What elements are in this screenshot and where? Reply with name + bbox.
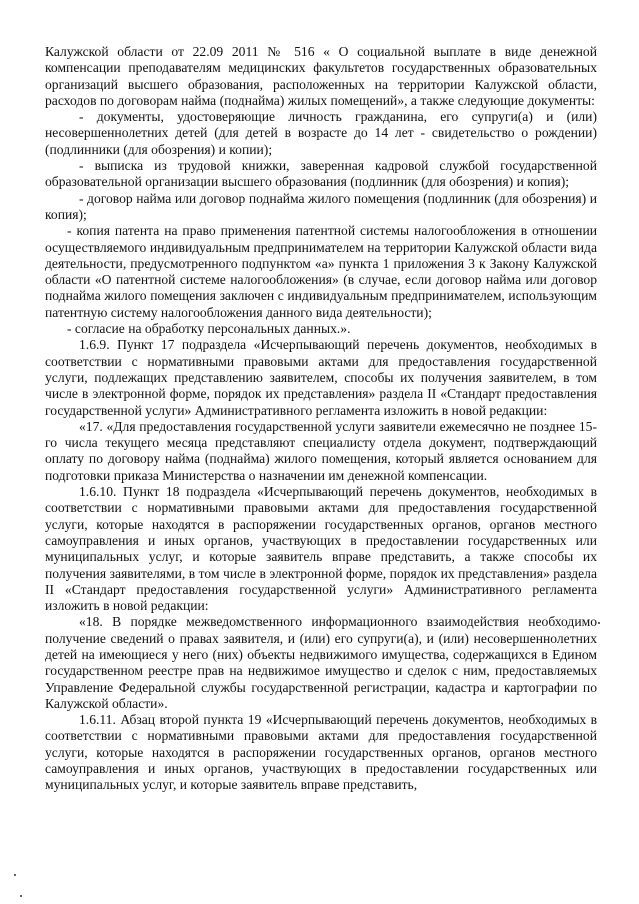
list-item-employment-record: - выписка из трудовой книжки, заверенная кадровой службой государственной образовательной организации высшего образования (подлинник (для обозрения) и копия); bbox=[45, 158, 597, 190]
list-item-patent-copy: - копия патента на право применения патентной системы налогообложения в отношении осуществляемого индивидуальным предпринимателем на территории Калужской области вида деятельности, предусмотренного подпунктом «а» пункта 1 приложения 3 к Закону Калужской области «О патентной системе налогообложения» (в случае, если договор найма или договор поднайма жилого помещения заключен с индивидуальным предпринимателем, использующим патентную систему налогообложения данного вида деятельности); bbox=[45, 223, 597, 320]
document-body bbox=[45, 44, 597, 794]
paragraph-item-17: «17. «Для предоставления государственной услуги заявители ежемесячно не позднее 15-го числа текущего месяца представляют специалисту отдела документ, подтверждающий оплату по договору найма (поднайма) жилого помещения, который является основанием для подготовки приказа Министерства о назначении им денежной компенсации. bbox=[45, 418, 597, 483]
paragraph-1-6-11: 1.6.11. Абзац второй пункта 19 «Исчерпывающий перечень документов, необходимых в соответствии с нормативными правовыми актами для предоставления государственной услуги, которые находятся в распоряжении государственных органов, органов местного самоуправления и иных органов, участвующих в предоставлении государственных или муниципальных услуг, и которые заявитель вправе представить, bbox=[45, 712, 597, 793]
scan-speck bbox=[20, 895, 22, 897]
list-item-rental-agreement: - договор найма или договор поднайма жилого помещения (подлинник (для обозрения) и копия); bbox=[45, 190, 597, 222]
paragraph-item-18: «18. В порядке межведомственного информационного взаимодействия необходимо получение сведений о правах заявителя, и (или) его супруги(а), и (или) несовершеннолетних детей на имеющиеся у него (них) объекты недвижимого имущества, содержащихся в Едином государственном реестре прав на недвижимое имущество и сделок с ним, предоставляемых Управление Федеральной службы государственной регистрации, кадастра и картографии по Калужской области». bbox=[45, 614, 597, 711]
paragraph-1-6-10: 1.6.10. Пункт 18 подраздела «Исчерпывающий перечень документов, необходимых в соответствии с нормативными правовыми актами для предоставления государственной услуги, которые находятся в распоряжении государственных органов, органов местного самоуправления и иных органов, участвующих в предоставлении государственных или муниципальных услуг, и которые заявитель вправе представить, а также способы их получения заявителями, в том числе в электронной форме, порядок их представления» раздела II «Стандарт предоставления государственной услуги» Административного регламента изложить в новой редакции: bbox=[45, 484, 597, 614]
paragraph-continuation: Калужской области от 22.09 2011 № 516 « О социальной выплате в виде денежной компенсации преподавателям медицинских факультетов государственных образовательных организаций высшего образования, расположенных на территории Калужской области, расходов по договорам найма (поднайма) жилых помещений», а также следующие документы: bbox=[45, 44, 597, 108]
scan-speck bbox=[598, 622, 600, 624]
list-item-identity-documents: - документы, удостоверяющие личность гражданина, его супруги(а) и (или) несовершеннолетних детей (для детей в возрасте до 14 лет - свидетельство о рождении) (подлинники (для обозрения) и копии); bbox=[45, 109, 597, 157]
paragraph-1-6-9: 1.6.9. Пункт 17 подраздела «Исчерпывающий перечень документов, необходимых в соответствии с нормативными правовыми актами для предоставления государственной услуги, подлежащих представлению заявителем, способы их получения заявителем, в том числе в электронной форме, порядок их представления» раздела II «Стандарт предоставления государственной услуги» Административного регламента изложить в новой редакции: bbox=[45, 337, 597, 418]
scan-speck bbox=[14, 874, 16, 876]
list-item-consent: - согласие на обработку персональных данных.». bbox=[67, 321, 351, 337]
